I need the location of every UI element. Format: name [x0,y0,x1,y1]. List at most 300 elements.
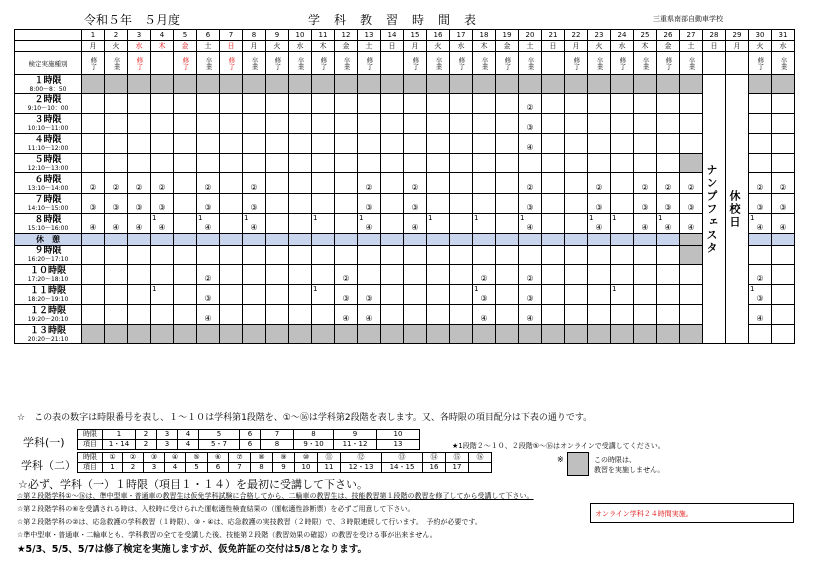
schedule-cell [105,305,128,325]
weekday: 木 [473,41,496,52]
cell-content [335,265,357,284]
period-label [15,213,82,233]
item-cell: 4 [178,440,199,450]
stage2-number: ② [250,182,258,192]
schedule-cell [335,193,358,213]
period-cell: 9 [334,430,377,440]
day-number: 22 [565,30,588,41]
schedule-cell [634,325,657,344]
schedule-cell [404,154,427,173]
kentei-type: 卒業 [434,56,443,70]
rest-cell [657,233,680,245]
rest-cell [312,233,335,245]
schedule-cell [519,94,542,114]
schedule-cell [312,154,335,173]
weekday: 水 [450,41,473,52]
kentei-type: 修了 [457,56,466,70]
schedule-cell [220,173,243,193]
stage2-number: ② [526,182,534,192]
schedule-cell [289,114,312,134]
stage2-number: ④ [204,222,212,232]
period-label [15,173,82,193]
schedule-cell [657,114,680,134]
weekday: 金 [174,41,197,52]
schedule-cell [657,213,680,233]
kentei-cell [611,52,634,75]
schedule-cell [151,193,174,213]
period-name: ３時限 [34,115,62,126]
schedule-cell [105,114,128,134]
schedule-cell [772,134,795,154]
gakka2-table [77,452,492,473]
item-cell: 13 [377,440,420,450]
schedule-cell [588,154,611,173]
schedule-cell [82,173,105,193]
period-label [15,94,82,114]
schedule-cell [358,94,381,114]
schedule-cell [473,173,496,193]
item-cell: 1 [103,463,123,473]
schedule-cell [404,75,427,94]
weekday: 水 [772,41,795,52]
weekday: 土 [680,41,703,52]
stage2-number: ④ [526,143,534,153]
cell-content [473,285,495,304]
kentei-cell [312,52,335,75]
day-number: 19 [496,30,519,41]
kentei-type: 卒業 [595,56,604,70]
period-time: 17:20～18:10 [27,275,69,283]
schedule-cell [519,173,542,193]
schedule-cell [220,264,243,284]
schedule-cell [588,245,611,264]
weekday: 金 [496,41,519,52]
schedule-cell [335,134,358,154]
schedule-cell [174,193,197,213]
schedule-cell [82,325,105,344]
schedule-cell [450,305,473,325]
item-cell: 9・10 [294,440,334,450]
stage2-number: ③ [342,294,350,304]
period-cell: ⑨ [273,453,295,463]
schedule-cell [381,75,404,94]
schedule-cell [450,193,473,213]
cell-content [680,194,702,213]
schedule-cell [266,213,289,233]
schedule-cell [749,75,772,94]
kentei-cell [174,52,197,75]
cell-content [634,173,656,192]
schedule-cell [611,325,634,344]
schedule-cell [358,75,381,94]
stage1-number: 1 [520,213,525,222]
schedule-cell [289,94,312,114]
note-4: ☆第２段階学科の②は、応急救護の学科教習（１時限）、③・④は、応急救護の実技教習（２時限）で、３時限連続して行います。 予約が必要です。 [17,518,482,526]
rest-cell [450,233,473,245]
cell-content [772,214,794,233]
stage1-number: 1 [612,213,617,222]
schedule-cell [565,305,588,325]
kentei-cell [151,52,174,75]
schedule-cell [611,154,634,173]
schedule-cell [772,94,795,114]
schedule-cell [404,325,427,344]
schedule-cell [427,173,450,193]
cell-content [312,285,334,304]
rest-cell [473,233,496,245]
stage2-number: ④ [365,314,373,324]
schedule-cell [82,245,105,264]
schedule-cell [519,284,542,304]
period-cell: ⑪ [318,453,341,463]
schedule-cell [657,173,680,193]
kentei-type: 修了 [572,56,581,70]
schedule-cell [151,114,174,134]
schedule-cell [680,193,703,213]
schedule-cell [105,75,128,94]
cell-content [519,285,541,304]
schedule-cell [680,284,703,304]
schedule-cell [542,284,565,304]
schedule-cell [335,305,358,325]
schedule-cell [657,245,680,264]
cell-content [657,194,679,213]
schedule-cell [634,284,657,304]
rest-cell [381,233,404,245]
gakka2-label: 学科（二） [21,459,76,472]
schedule-cell [243,75,266,94]
schedule-cell [381,94,404,114]
schedule-cell [151,154,174,173]
period-time: 12:10～13:00 [27,164,69,172]
item-cell: 5 [186,463,208,473]
stage2-number: ② [480,273,488,283]
schedule-cell [473,134,496,154]
stage2-number: ② [89,182,97,192]
schedule-cell [335,213,358,233]
rest-cell [496,233,519,245]
period-time: 16:20～17:10 [27,256,69,264]
schedule-cell [266,284,289,304]
schedule-cell [749,284,772,304]
kentei-cell [128,52,151,75]
schedule-cell [174,213,197,233]
schedule-cell [611,264,634,284]
schedule-cell [542,75,565,94]
item-cell: 7 [229,463,251,473]
stage2-number: ④ [342,314,350,324]
cell-content [197,265,219,284]
schedule-cell [772,173,795,193]
rest-label: 休 憩 [15,233,82,245]
rest-cell [634,233,657,245]
stage2-number: ③ [526,202,534,212]
schedule-cell [381,213,404,233]
schedule-cell [312,264,335,284]
cell-content [611,285,633,304]
cell-content [404,194,426,213]
schedule-cell [381,264,404,284]
schedule-cell [312,213,335,233]
item-header: 項目 [78,440,103,450]
schedule-cell [220,134,243,154]
stage2-number: ④ [526,314,534,324]
cell-content [197,214,219,233]
schedule-cell [634,264,657,284]
schedule-cell [335,264,358,284]
stage2-number: ② [756,273,764,283]
period-cell: ⑭ [423,453,446,463]
schedule-cell [381,305,404,325]
weekday: 月 [404,41,427,52]
schedule-cell [197,325,220,344]
schedule-cell [404,264,427,284]
schedule-cell [266,245,289,264]
stage2-number: ④ [89,222,97,232]
period-label [15,284,82,304]
schedule-cell [197,213,220,233]
schedule-cell [151,305,174,325]
schedule-cell [128,94,151,114]
stage2-number: ③ [641,202,649,212]
schedule-cell [772,284,795,304]
weekday: 水 [611,41,634,52]
schedule-cell [519,114,542,134]
period-cell: ⑯ [469,453,492,463]
day-number: 25 [634,30,657,41]
note-5: ☆準中型車・普通車・二輪車とも、学科教習の全てを受講した後、技能第２段階（教習効果の確認）の教習を受ける事が出来ません。 [17,531,437,539]
schedule-cell [174,173,197,193]
schedule-cell [542,173,565,193]
schedule-cell [105,245,128,264]
cell-content [82,214,104,233]
schedule-cell [358,264,381,284]
stage2-number: ④ [779,222,787,232]
schedule-cell [381,134,404,154]
schedule-cell [197,75,220,94]
schedule-cell [749,213,772,233]
schedule-cell [565,325,588,344]
schedule-cell [335,154,358,173]
schedule-cell [266,114,289,134]
stage2-number: ④ [756,222,764,232]
schedule-cell [243,154,266,173]
cell-content [519,214,541,233]
stage2-number: ② [411,182,419,192]
stage2-number: ③ [411,202,419,212]
period-cell: ⑬ [382,453,423,463]
stage2-number: ③ [365,294,373,304]
schedule-cell [404,114,427,134]
schedule-cell [266,154,289,173]
schedule-cell [358,245,381,264]
schedule-cell [197,193,220,213]
schedule-cell [128,245,151,264]
kentei-type: 修了 [503,56,512,70]
stage2-number: ④ [595,222,603,232]
kentei-type: 修了 [181,56,190,70]
stage2-number: ② [756,182,764,192]
schedule-cell [243,245,266,264]
kentei-type: 修了 [411,56,420,70]
schedule-cell [542,264,565,284]
schedule-cell [496,75,519,94]
schedule-cell [312,134,335,154]
schedule-cell [358,305,381,325]
period-label [15,154,82,173]
closed-day-text: 休校日 [728,189,741,229]
schedule-cell [220,305,243,325]
day-number: 4 [151,30,174,41]
schedule-cell [473,154,496,173]
kentei-cell [703,52,726,75]
stage2-number: ④ [756,314,764,324]
schedule-cell [565,284,588,304]
schedule-cell [197,264,220,284]
legend-gray-swatch [567,452,589,476]
schedule-cell [634,213,657,233]
schedule-cell [197,284,220,304]
schedule-cell [312,173,335,193]
schedule-cell [473,245,496,264]
stage1-number: 1 [612,284,617,293]
legend-mark: ※ [557,455,564,464]
schedule-cell [565,75,588,94]
schedule-cell [749,245,772,264]
stage2-number: ③ [204,294,212,304]
day-number: 8 [243,30,266,41]
day-number: 2 [105,30,128,41]
rest-cell [151,233,174,245]
schedule-cell [128,134,151,154]
schedule-cell [289,173,312,193]
schedule-cell [542,114,565,134]
schedule-cell [335,325,358,344]
item-cell: 8 [251,463,273,473]
schedule-cell [151,325,174,344]
schedule-cell [657,75,680,94]
schedule-cell [289,193,312,213]
period-time: 11:10～12:00 [27,145,69,153]
kentei-type: 修了 [756,56,765,70]
stage1-number: 1 [474,284,479,293]
schedule-cell [588,305,611,325]
schedule-cell [105,213,128,233]
weekday: 土 [358,41,381,52]
weekday: 金 [335,41,358,52]
schedule-cell [680,173,703,193]
schedule-cell [105,264,128,284]
cell-content [404,173,426,192]
schedule-note: ☆ この表の数字は時限番号を表し、１～１０は学科第1段階を、①～⑯は学科第2段階を表します。又、各時限の項目配分は下表の通りです。 [17,413,593,423]
event-text: ナンプフェスタ [705,163,718,255]
stage1-number: 1 [313,213,318,222]
day-number: 30 [749,30,772,41]
schedule-cell [174,264,197,284]
schedule-cell [243,173,266,193]
schedule-cell [128,264,151,284]
schedule-cell [473,213,496,233]
stage2-number: ④ [664,222,672,232]
period-time: 10:10～11:00 [27,125,69,133]
schedule-cell [496,134,519,154]
item-cell: 6 [240,440,261,450]
schedule-cell [105,193,128,213]
schedule-cell [105,134,128,154]
kentei-cell [197,52,220,75]
schedule-cell [450,134,473,154]
day-number: 20 [519,30,542,41]
schedule-cell [565,114,588,134]
cell-content [519,134,541,153]
weekday: 火 [105,41,128,52]
schedule-cell [588,114,611,134]
item-cell: 2 [136,440,157,450]
schedule-cell [565,134,588,154]
period-label [15,264,82,284]
cell-content [243,214,265,233]
schedule-cell [519,245,542,264]
schedule-cell [542,193,565,213]
schedule-cell [473,94,496,114]
schedule-cell [496,154,519,173]
schedule-cell [473,264,496,284]
schedule-cell [680,154,703,173]
item-cell: 3 [144,463,165,473]
cell-content [772,194,794,213]
rest-cell [680,233,703,245]
cell-content [473,265,495,284]
note-6: ★5/3、5/5、5/7は修了検定を実施しますが、仮免許証の交付は5/8となります。 [17,544,368,555]
kentei-type: 修了 [319,56,328,70]
legend-text-1: この時限は、 [594,456,636,464]
schedule-cell [657,305,680,325]
schedule-cell [634,114,657,134]
schedule-cell [82,114,105,134]
schedule-cell [174,94,197,114]
kentei-type: 修了 [273,56,282,70]
closed-day-column [726,75,749,344]
cell-content [358,305,380,324]
cell-content [151,214,173,233]
schedule-cell [565,154,588,173]
schedule-cell [266,94,289,114]
weekday: 土 [519,41,542,52]
item-cell: 6 [208,463,229,473]
schedule-cell [519,154,542,173]
weekday: 火 [427,41,450,52]
schedule-cell [772,245,795,264]
schedule-cell [519,264,542,284]
schedule-cell [450,325,473,344]
cell-content [749,305,771,324]
kentei-type: 卒業 [204,56,213,70]
stage2-number: ② [158,182,166,192]
stage2-number: ③ [779,202,787,212]
schedule-cell [151,94,174,114]
schedule-cell [335,75,358,94]
schedule-cell [519,213,542,233]
day-number: 11 [312,30,335,41]
cell-content [404,214,426,233]
schedule-cell [772,213,795,233]
stage1-number: 1 [198,213,203,222]
schedule-cell [404,213,427,233]
schedule-cell [542,305,565,325]
schedule-cell [381,193,404,213]
day-number: 31 [772,30,795,41]
schedule-cell [151,75,174,94]
